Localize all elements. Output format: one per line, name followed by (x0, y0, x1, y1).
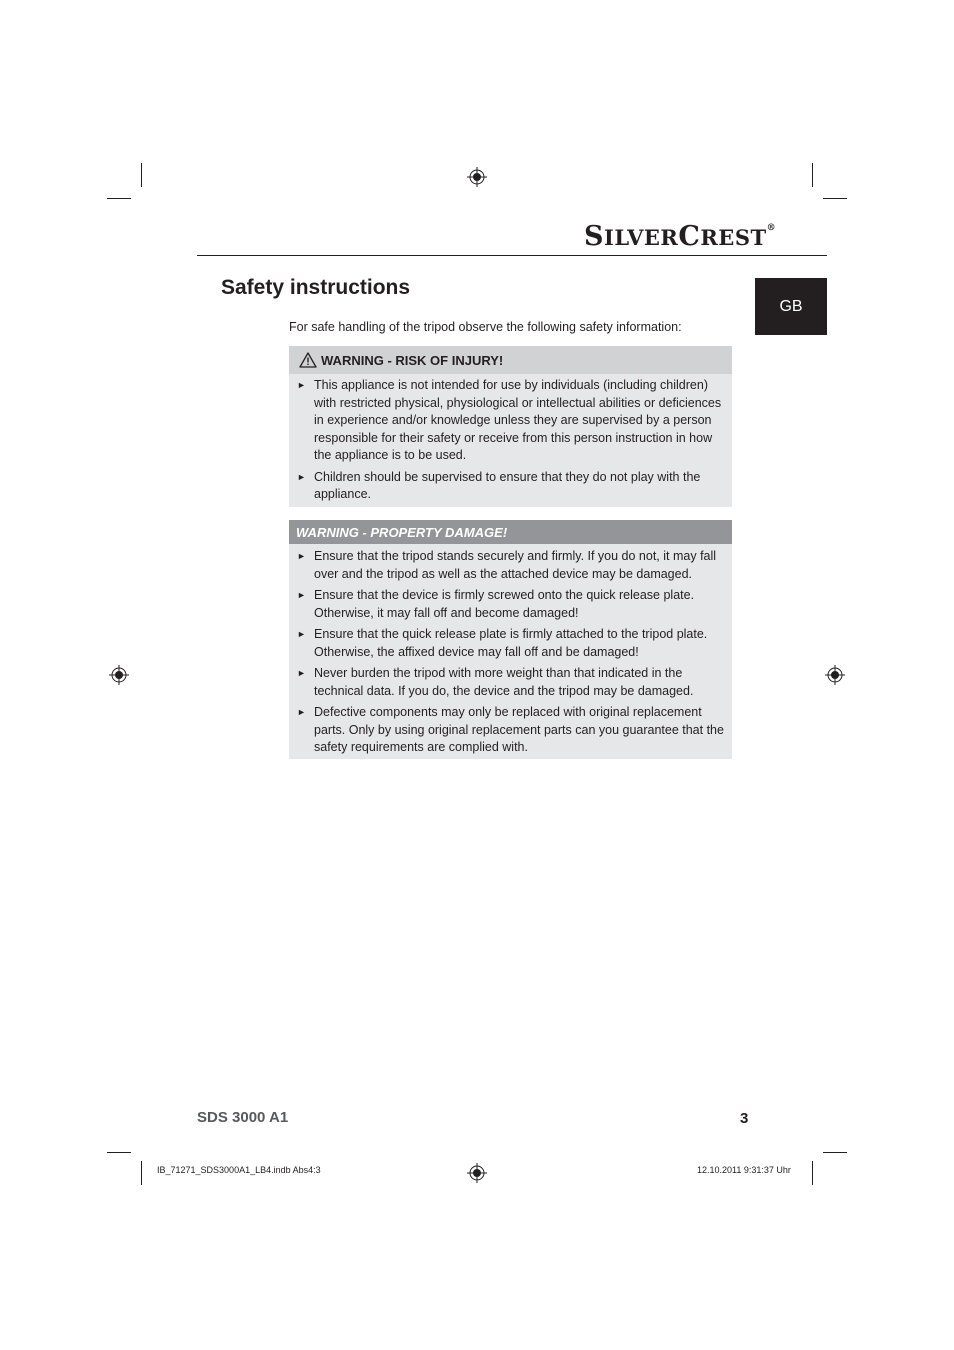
registration-mark-icon (109, 665, 129, 685)
list-item: ► Children should be supervised to ensure that they do not play with the appliance. (297, 469, 701, 501)
bullet-arrow-icon: ► (297, 629, 306, 639)
registration-mark-icon (467, 1163, 487, 1183)
bullet-arrow-icon: ► (297, 668, 306, 678)
warning-property-heading (289, 520, 732, 544)
crop-mark (107, 1152, 131, 1153)
bullet-arrow-icon: ► (297, 380, 306, 390)
warning-injury-list (289, 374, 732, 504)
list-item: ► Ensure that the tripod stands securely and firmly. If you do not, it may fall over and the tripod as well as the attached device may be damaged. (297, 549, 717, 581)
bullet-arrow-icon: ► (297, 707, 306, 717)
list-item: ► This appliance is not intended for use by individuals (including children) with restricted physical, physiological or intellectual abilities or deficiences in experience and/or knowledge unless they are supervised by a person responsible for their safety or receive from this person instruction in how the appliance is to be used. (297, 378, 722, 462)
warning-injury-title: WARNING - RISK OF INJURY! (321, 352, 504, 368)
warning-injury-heading (289, 346, 732, 374)
list-item: ► Ensure that the device is firmly screwed onto the quick release plate. Otherwise, it may fall off and become damaged! (297, 588, 695, 620)
crop-mark (812, 1161, 813, 1185)
warning-property-title: WARNING - PROPERTY DAMAGE! (296, 524, 508, 540)
brand-logo: SILVERCREST® (584, 221, 777, 252)
registration-mark-icon (825, 665, 845, 685)
crop-mark (141, 163, 142, 187)
crop-mark (823, 1152, 847, 1153)
warning-injury-box (289, 346, 732, 507)
print-slug-timestamp: 12.10.2011 9:31:37 Uhr (697, 1165, 791, 1175)
crop-mark (823, 198, 847, 199)
header-rule (197, 255, 827, 256)
list-item: ► Never burden the tripod with more weight than that indicated in the technical data. If you do, the device and the tripod may be damaged. (297, 666, 694, 698)
list-item: ► Ensure that the quick release plate is firmly attached to the tripod plate. Otherwise, the affixed device may fall off and be damaged! (297, 627, 708, 659)
crop-mark (141, 1161, 142, 1185)
bullet-arrow-icon: ► (297, 471, 306, 482)
warning-property-box (289, 520, 732, 759)
warning-triangle-icon (299, 352, 317, 368)
print-slug-file: IB_71271_SDS3000A1_LB4.indb Abs4:3 (157, 1165, 321, 1175)
model-number: SDS 3000 A1 (197, 1109, 289, 1126)
language-tab: GB (755, 278, 827, 335)
warning-property-list (289, 544, 732, 757)
intro-text: For safe handling of the tripod observe the following safety information: (289, 320, 682, 334)
page-number: 3 (740, 1110, 749, 1127)
crop-mark (107, 198, 131, 199)
registration-mark-icon (467, 167, 487, 187)
page-title: Safety instructions (221, 276, 411, 299)
list-item: ► Defective components may only be replaced with original replacement parts. Only by using original replacement parts can you guarantee that the safety requirements are complied with. (297, 705, 724, 754)
bullet-arrow-icon: ► (297, 590, 306, 600)
crop-mark (812, 163, 813, 187)
bullet-arrow-icon: ► (297, 551, 306, 561)
